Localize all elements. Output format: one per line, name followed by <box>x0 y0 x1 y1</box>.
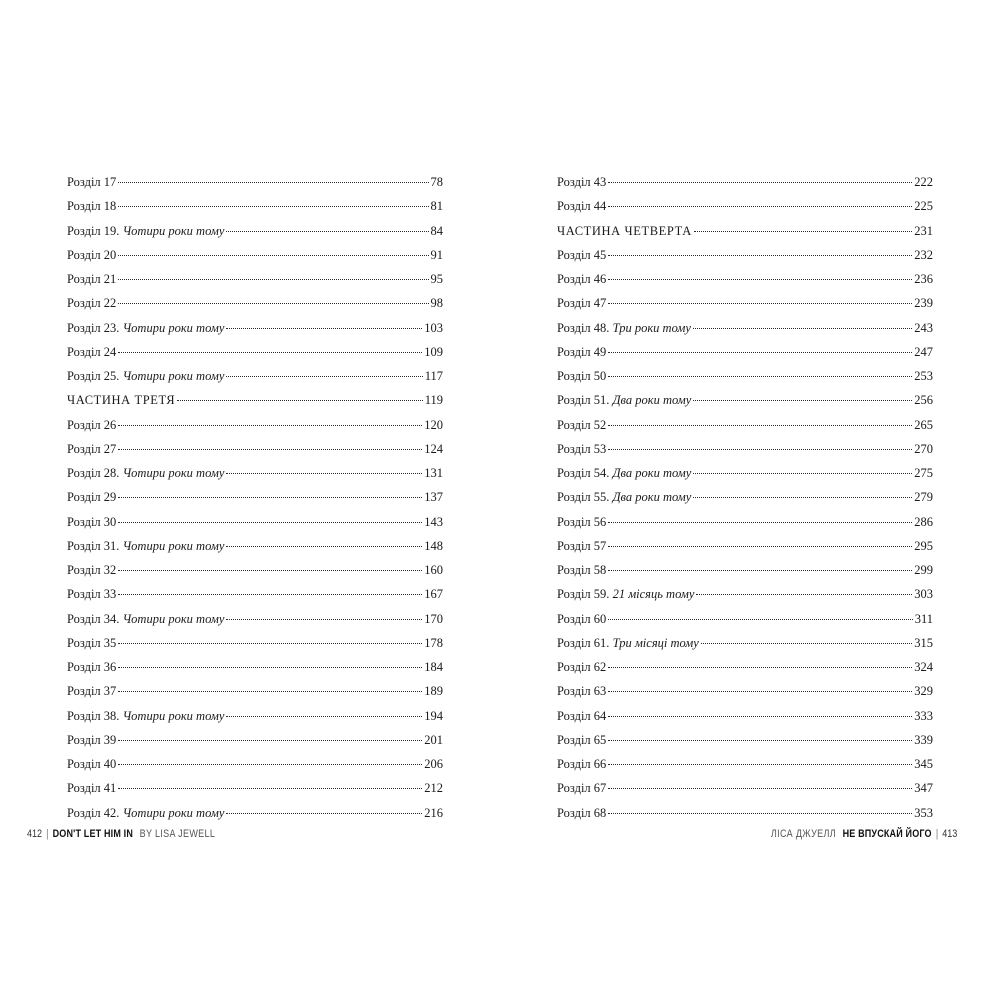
toc-entry <box>557 318 933 342</box>
page-number: 345 <box>914 757 933 771</box>
chapter-title <box>557 609 606 629</box>
chapter-title <box>557 633 699 653</box>
chapter-title <box>557 269 606 289</box>
chapter-title <box>557 536 606 556</box>
page-number: 275 <box>914 466 933 480</box>
chapter-title <box>557 584 694 604</box>
chapter-title <box>557 803 606 823</box>
dot-leader <box>608 376 912 377</box>
page-number: 81 <box>430 199 443 214</box>
toc-entry <box>67 487 443 511</box>
chapter-title <box>557 706 606 726</box>
toc-entry <box>67 730 443 754</box>
page-number: 91 <box>430 247 443 262</box>
toc-entry <box>557 463 933 487</box>
dot-leader <box>693 473 912 474</box>
toc-entry <box>67 318 443 342</box>
chapter-label: Розділ 34. <box>67 611 123 626</box>
toc-entry <box>557 657 933 681</box>
chapter-label: Розділ 28. <box>67 466 123 480</box>
chapter-label: Розділ 40 <box>67 757 117 771</box>
dot-leader <box>694 231 912 232</box>
page-number: 279 <box>914 490 933 505</box>
page-footer <box>27 827 215 841</box>
right-page <box>500 0 1000 1000</box>
toc-entry <box>67 463 443 487</box>
author-name: BY LISA JEWELL <box>139 828 216 840</box>
toc-entry <box>67 536 443 560</box>
chapter-label: Розділ 67 <box>557 781 607 796</box>
chapter-label: ЧАСТИНА ЧЕТВЕРТА <box>557 223 692 238</box>
dot-leader <box>118 788 422 789</box>
chapter-title <box>67 221 224 241</box>
chapter-subtitle: Три місяці тому <box>612 635 699 650</box>
dot-leader <box>226 231 428 232</box>
chapter-label: Розділ 53 <box>557 441 607 456</box>
chapter-label: Розділ 25. <box>67 369 123 383</box>
part-title <box>67 390 175 410</box>
chapter-label: Розділ 22 <box>67 296 117 311</box>
footer-separator: | <box>935 828 938 840</box>
chapter-label: Розділ 59. <box>557 587 613 602</box>
dot-leader <box>226 376 422 377</box>
dot-leader <box>118 449 422 450</box>
chapter-label: Розділ 60 <box>557 611 607 626</box>
chapter-title <box>67 415 116 435</box>
dot-leader <box>608 546 912 547</box>
chapter-title <box>67 633 116 653</box>
dot-leader <box>118 522 422 523</box>
chapter-label: Розділ 61. <box>557 635 613 650</box>
chapter-title <box>557 463 691 483</box>
chapter-label: Розділ 42. <box>67 805 123 820</box>
chapter-title <box>67 293 116 313</box>
author-name: ЛІСА ДЖУЕЛЛ <box>770 828 836 840</box>
page-footer <box>771 827 957 841</box>
toc-entry <box>557 536 933 560</box>
chapter-title <box>67 245 116 265</box>
dot-leader <box>226 546 422 547</box>
chapter-title <box>557 318 691 338</box>
toc-entry <box>557 778 933 802</box>
chapter-title <box>557 754 606 774</box>
dot-leader <box>226 619 422 620</box>
page-number: 232 <box>914 247 933 262</box>
dot-leader <box>226 328 422 329</box>
dot-leader <box>118 279 428 280</box>
chapter-subtitle: Чотири роки тому <box>122 708 225 723</box>
chapter-label: Розділ 46 <box>557 272 607 286</box>
dot-leader <box>608 425 912 426</box>
page-number: 236 <box>914 272 933 286</box>
chapter-label: Розділ 29 <box>67 490 117 505</box>
page-number: 286 <box>914 514 933 529</box>
chapter-label: Розділ 26 <box>67 417 117 432</box>
toc-entry <box>67 584 443 608</box>
chapter-label: Розділ 27 <box>67 441 117 456</box>
toc-entry <box>557 342 933 366</box>
page-number: 225 <box>914 199 933 214</box>
chapter-label: Розділ 55. <box>557 490 613 505</box>
part-title <box>557 221 692 241</box>
dot-leader <box>226 473 422 474</box>
chapter-label: Розділ 45 <box>557 247 607 262</box>
toc-entry <box>67 293 443 317</box>
chapter-title <box>557 196 606 216</box>
page-number: 265 <box>914 417 933 432</box>
page-number: 231 <box>914 223 933 238</box>
chapter-title <box>557 681 606 701</box>
page-number: 194 <box>424 708 443 723</box>
chapter-title <box>67 560 116 580</box>
chapter-title <box>67 584 116 604</box>
chapter-label: Розділ 38. <box>67 708 123 723</box>
chapter-title <box>557 778 606 798</box>
page-number: 315 <box>914 635 933 650</box>
chapter-label: Розділ 63 <box>557 684 607 699</box>
toc-entry <box>67 560 443 584</box>
toc-entry <box>67 681 443 705</box>
chapter-title <box>557 172 606 192</box>
toc-entry <box>557 730 933 754</box>
chapter-subtitle: Три роки тому <box>612 320 691 335</box>
chapter-label: Розділ 32 <box>67 563 117 577</box>
toc-part-entry <box>557 221 933 245</box>
chapter-title <box>557 293 606 313</box>
toc-entry <box>557 269 933 293</box>
chapter-title <box>557 366 606 386</box>
page-number: 117 <box>424 369 443 383</box>
chapter-label: Розділ 52 <box>557 417 607 432</box>
dot-leader <box>118 691 422 692</box>
chapter-label: Розділ 47 <box>557 296 607 311</box>
table-of-contents <box>67 172 443 827</box>
chapter-title <box>67 463 224 483</box>
chapter-label: Розділ 58 <box>557 563 607 577</box>
toc-entry <box>67 803 443 827</box>
chapter-title <box>67 196 116 216</box>
dot-leader <box>608 764 912 765</box>
toc-entry <box>67 439 443 463</box>
dot-leader <box>118 255 428 256</box>
page-number: 78 <box>430 175 443 189</box>
chapter-title <box>67 657 116 677</box>
page-number: 189 <box>424 684 443 699</box>
dot-leader <box>608 570 912 571</box>
chapter-label: Розділ 33 <box>67 587 117 602</box>
page-number: 84 <box>430 223 443 238</box>
dot-leader <box>118 570 422 571</box>
chapter-title <box>67 754 116 774</box>
chapter-label: Розділ 41 <box>67 781 117 796</box>
page-number: 413 <box>941 828 957 840</box>
chapter-subtitle: Чотири роки тому <box>122 369 225 383</box>
chapter-title <box>67 536 224 556</box>
chapter-title <box>67 803 224 823</box>
page-number: 178 <box>424 635 443 650</box>
chapter-label: Розділ 49 <box>557 344 607 359</box>
chapter-label: Розділ 30 <box>67 514 117 529</box>
chapter-title <box>557 657 606 677</box>
dot-leader <box>118 206 428 207</box>
chapter-label: Розділ 56 <box>557 514 607 529</box>
toc-entry <box>557 754 933 778</box>
chapter-label: ЧАСТИНА ТРЕТЯ <box>67 393 176 408</box>
toc-entry <box>557 366 933 390</box>
chapter-subtitle: Чотири роки тому <box>122 223 225 238</box>
chapter-label: Розділ 20 <box>67 247 117 262</box>
dot-leader <box>701 643 912 644</box>
chapter-label: Розділ 17 <box>67 175 117 189</box>
chapter-label: Розділ 43 <box>557 175 607 189</box>
chapter-title <box>67 487 116 507</box>
dot-leader <box>608 279 912 280</box>
chapter-subtitle: Чотири роки тому <box>122 538 225 553</box>
page-number: 98 <box>430 296 443 311</box>
page-number: 184 <box>424 660 443 674</box>
toc-entry <box>557 293 933 317</box>
chapter-subtitle: Два роки тому <box>612 490 692 505</box>
footer-separator: | <box>46 828 49 840</box>
toc-entry <box>67 415 443 439</box>
chapter-title <box>67 609 224 629</box>
toc-entry <box>557 584 933 608</box>
page-number: 206 <box>424 757 443 771</box>
dot-leader <box>608 303 912 304</box>
toc-entry <box>557 439 933 463</box>
page-number: 167 <box>424 587 443 602</box>
chapter-subtitle: Чотири роки тому <box>122 611 225 626</box>
page-number: 137 <box>424 490 443 505</box>
dot-leader <box>608 716 912 717</box>
page-number: 295 <box>914 538 933 553</box>
dot-leader <box>118 182 428 183</box>
toc-entry <box>557 681 933 705</box>
dot-leader <box>608 788 912 789</box>
dot-leader <box>608 255 912 256</box>
page-number: 109 <box>424 344 443 359</box>
chapter-title <box>67 706 224 726</box>
toc-entry <box>67 778 443 802</box>
chapter-title <box>67 778 116 798</box>
chapter-label: Розділ 37 <box>67 684 117 699</box>
page-number: 303 <box>914 587 933 602</box>
dot-leader <box>608 182 912 183</box>
chapter-label: Розділ 21 <box>67 272 117 286</box>
page-number: 131 <box>424 466 443 480</box>
chapter-label: Розділ 68 <box>557 805 607 820</box>
chapter-label: Розділ 57 <box>557 538 607 553</box>
dot-leader <box>608 667 912 668</box>
chapter-title <box>557 730 606 750</box>
page-number: 347 <box>914 781 933 796</box>
chapter-subtitle: Чотири роки тому <box>122 320 225 335</box>
dot-leader <box>118 740 422 741</box>
toc-entry <box>557 390 933 414</box>
page-number: 222 <box>914 175 933 189</box>
page-number: 124 <box>424 441 443 456</box>
chapter-title <box>67 366 224 386</box>
chapter-label: Розділ 51. <box>557 393 613 408</box>
toc-entry <box>67 342 443 366</box>
toc-entry <box>67 366 443 390</box>
chapter-title <box>67 342 116 362</box>
toc-entry <box>67 269 443 293</box>
page-number: 95 <box>430 272 443 286</box>
book-title: DON'T LET HIM IN <box>52 828 134 840</box>
dot-leader <box>608 352 912 353</box>
page-number: 412 <box>27 828 43 840</box>
dot-leader <box>118 425 422 426</box>
dot-leader <box>608 691 912 692</box>
dot-leader <box>118 594 422 595</box>
dot-leader <box>118 764 422 765</box>
chapter-subtitle: Два роки тому <box>612 393 692 408</box>
page-number: 247 <box>914 344 933 359</box>
dot-leader <box>177 400 422 401</box>
toc-entry <box>557 512 933 536</box>
chapter-title <box>557 560 606 580</box>
toc-entry <box>67 196 443 220</box>
chapter-label: Розділ 18 <box>67 199 117 214</box>
chapter-title <box>67 172 116 192</box>
toc-entry <box>67 512 443 536</box>
toc-entry <box>67 754 443 778</box>
toc-entry <box>557 560 933 584</box>
chapter-label: Розділ 35 <box>67 635 117 650</box>
chapter-label: Розділ 66 <box>557 757 607 771</box>
chapter-title <box>67 730 116 750</box>
chapter-title <box>557 390 691 410</box>
toc-entry <box>557 245 933 269</box>
toc-entry <box>557 803 933 827</box>
toc-entry <box>557 487 933 511</box>
page-number: 256 <box>914 393 933 408</box>
chapter-label: Розділ 31. <box>67 538 123 553</box>
dot-leader <box>608 619 912 620</box>
page-number: 201 <box>424 732 443 747</box>
chapter-subtitle: Чотири роки тому <box>122 805 225 820</box>
chapter-title <box>67 318 224 338</box>
page-number: 329 <box>914 684 933 699</box>
chapter-label: Розділ 23. <box>67 320 123 335</box>
toc-entry <box>67 245 443 269</box>
page-number: 324 <box>914 660 933 674</box>
page-number: 170 <box>424 611 443 626</box>
dot-leader <box>608 449 912 450</box>
chapter-label: Розділ 65 <box>557 732 607 747</box>
page-number: 119 <box>424 393 443 408</box>
toc-entry <box>557 172 933 196</box>
chapter-title <box>557 415 606 435</box>
chapter-label: Розділ 62 <box>557 660 607 674</box>
chapter-title <box>557 487 691 507</box>
chapter-label: Розділ 44 <box>557 199 607 214</box>
dot-leader <box>693 400 912 401</box>
toc-entry <box>557 415 933 439</box>
chapter-title <box>557 439 606 459</box>
toc-entry <box>67 609 443 633</box>
page-number: 243 <box>914 320 933 335</box>
page-number: 339 <box>914 732 933 747</box>
toc-entry <box>67 633 443 657</box>
chapter-subtitle: Чотири роки тому <box>122 466 225 480</box>
chapter-label: Розділ 50 <box>557 369 607 383</box>
page-number: 253 <box>914 369 933 383</box>
page-number: 239 <box>914 296 933 311</box>
page-number: 160 <box>424 563 443 577</box>
table-of-contents <box>557 172 933 827</box>
chapter-label: Розділ 36 <box>67 660 117 674</box>
page-number: 212 <box>424 781 443 796</box>
dot-leader <box>226 716 422 717</box>
dot-leader <box>696 594 912 595</box>
toc-part-entry <box>67 390 443 414</box>
page-number: 120 <box>424 417 443 432</box>
dot-leader <box>118 667 422 668</box>
toc-entry <box>67 221 443 245</box>
page-number: 333 <box>914 708 933 723</box>
dot-leader <box>693 328 912 329</box>
chapter-title <box>557 512 606 532</box>
toc-entry <box>557 196 933 220</box>
chapter-label: Розділ 39 <box>67 732 117 747</box>
toc-entry <box>557 706 933 730</box>
page-number: 353 <box>914 805 933 820</box>
dot-leader <box>118 643 422 644</box>
dot-leader <box>118 497 422 498</box>
dot-leader <box>118 352 422 353</box>
page-number: 103 <box>424 320 443 335</box>
dot-leader <box>693 497 912 498</box>
chapter-label: Розділ 64 <box>557 708 607 723</box>
page-number: 148 <box>424 538 443 553</box>
page-number: 216 <box>424 805 443 820</box>
chapter-subtitle: Два роки тому <box>612 466 692 480</box>
dot-leader <box>608 206 912 207</box>
toc-entry <box>557 609 933 633</box>
toc-entry <box>67 172 443 196</box>
page-number: 311 <box>914 611 933 626</box>
chapter-subtitle: 21 місяць тому <box>612 587 695 602</box>
page-number: 299 <box>914 563 933 577</box>
chapter-label: Розділ 54. <box>557 466 613 480</box>
chapter-title <box>557 245 606 265</box>
page-number: 143 <box>424 514 443 529</box>
chapter-label: Розділ 24 <box>67 344 117 359</box>
chapter-title <box>67 439 116 459</box>
toc-entry <box>67 657 443 681</box>
chapter-title <box>67 681 116 701</box>
dot-leader <box>118 303 428 304</box>
page-number: 270 <box>914 441 933 456</box>
chapter-title <box>67 512 116 532</box>
toc-entry <box>67 706 443 730</box>
toc-entry <box>557 633 933 657</box>
chapter-title <box>67 269 116 289</box>
dot-leader <box>226 813 422 814</box>
dot-leader <box>608 522 912 523</box>
book-title: НЕ ВПУСКАЙ ЙОГО <box>842 828 932 840</box>
chapter-label: Розділ 48. <box>557 320 613 335</box>
chapter-title <box>557 342 606 362</box>
dot-leader <box>608 813 912 814</box>
chapter-label: Розділ 19. <box>67 223 123 238</box>
dot-leader <box>608 740 912 741</box>
